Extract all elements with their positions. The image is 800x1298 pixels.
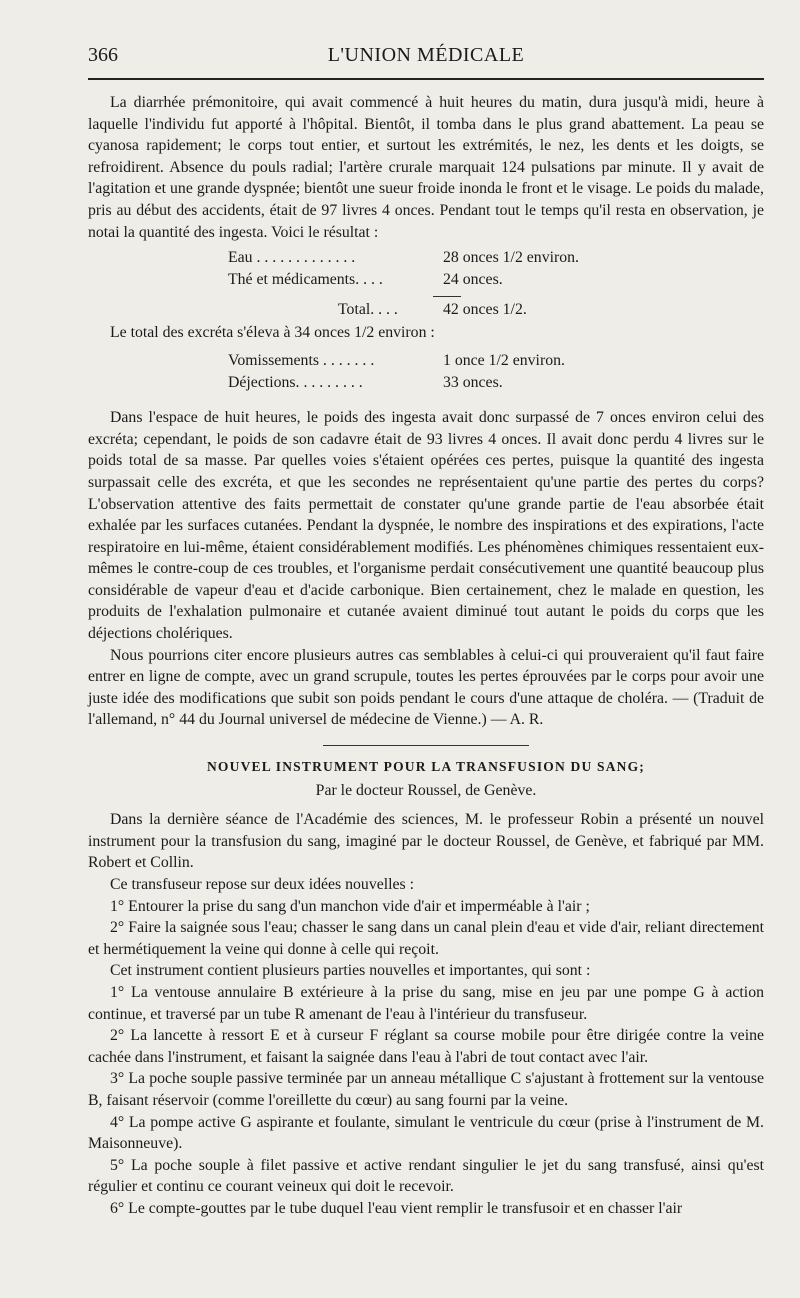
excreta-table — [88, 350, 764, 393]
part-1: 1° La ventouse annulaire B extérieure à la prise du sang, mise en jeu par une pompe G à action continue, et traversé par un tube R amenant de l'eau à l'intérieur du transfuseur. — [88, 983, 764, 1023]
table-row — [88, 269, 764, 291]
ingesta-total-label: Total. . . . — [338, 301, 398, 319]
parts-intro: Cet instrument contient plusieurs parties nouvelles et importantes, qui sont : — [110, 962, 591, 980]
table-total-row — [88, 290, 764, 320]
ingesta-value-tea: 24 onces. — [443, 270, 503, 288]
excreta-value-dejections: 33 onces. — [443, 373, 503, 391]
paragraph-4: Nous pourrions citer encore plusieurs autres cas semblables à celui-ci qui prouveraient qu'il faut faire entrer en ligne de compte, avec un grand scrupule, toutes les pertes éprouvées par le corps pour avoir une juste idée des modifications que subit son poids pendant le cours d'une attaque de choléra. — (Traduit de l'allemand, n° 44 du Journal universel de médecine de Vienne.) — A. R. — [88, 646, 764, 729]
header-rule — [88, 78, 764, 80]
excreta-label-vomit: Vomissements . . . . . . . — [228, 351, 375, 369]
part-2: 2° La lancette à ressort E et à curseur F réglant sa course mobile pour être dirigée contre la veine cachée dans l'instrument, et faisant la saignée dans l'eau à l'abri de tout contact avec l'air. — [88, 1027, 764, 1066]
section-intro: Dans la dernière séance de l'Académie des sciences, M. le professeur Robin a présenté un nouvel instrument pour la transfusion du sang, imaginé par le docteur Roussel, de Genève, et fabriqué par MM. Robert et Collin. — [88, 811, 764, 872]
ingesta-label-tea: Thé et médicaments. . . . — [228, 270, 383, 288]
section-title: NOUVEL INSTRUMENT POUR LA TRANSFUSION DU SANG; — [206, 759, 645, 775]
running-title: L'UNION MÉDICALE — [327, 44, 525, 66]
table-row — [88, 350, 764, 372]
part-5: 5° La poche souple à filet passive et active rendant singulier le jet du sang transfusé, ainsi qu'est régulier et continu ce courant veineux qui doit le recevoir. — [88, 1156, 764, 1196]
section-divider — [323, 745, 529, 746]
page-body — [88, 92, 764, 1220]
part-3: 3° La poche souple passive terminée par un anneau métallique C s'ajustant à frottement sur la ventouse B, faisant réservoir (comme l'oreillette du cœur) au sang fourni par la veine. — [88, 1070, 764, 1109]
part-4: 4° La pompe active G aspirante et foulante, simulant le ventricule du cœur (prise à l'instrument de M. Maisonneuve). — [88, 1113, 764, 1153]
idea-1: 1° Entourer la prise du sang d'un manchon vide d'air et imperméable à l'air ; — [110, 897, 590, 915]
excreta-label-dejections: Déjections. . . . . . . . . — [228, 373, 363, 391]
ingesta-total-value: 42 onces 1/2. — [443, 301, 527, 319]
ingesta-label-water: Eau . . . . . . . . . . . . . — [228, 249, 356, 267]
ingesta-table — [88, 247, 764, 320]
section-byline: Par le docteur Roussel, de Genève. — [315, 781, 537, 799]
paragraph-2: Le total des excréta s'éleva à 34 onces 1/2 environ : — [110, 324, 435, 342]
excreta-value-vomit: 1 once 1/2 environ. — [443, 351, 565, 369]
table-row — [88, 247, 764, 269]
ingesta-value-water: 28 onces 1/2 environ. — [443, 249, 580, 267]
total-rule — [433, 296, 461, 297]
page-header — [88, 42, 764, 72]
ideas-intro: Ce transfuseur repose sur deux idées nouvelles : — [110, 876, 415, 893]
paragraph-1: La diarrhée prémonitoire, qui avait commencé à huit heures du matin, dura jusqu'à midi, heure à laquelle l'individu fut apporté à l'hôpital. Bientôt, il tomba dans le plus grand abattement. La peau se cyanosa rapidement; le corps tout entier, et surtout les extrémités, le nez, les dents et les doigts, se refroidirent. Absence du pouls radial; l'artère crurale marquait 124 pulsations par minute. Il y avait de l'agitation et une grande dyspnée; bientôt une sueur froide inonda le front et le visage. Le poids du malade, pris au début des accidents, était de 97 livres 4 onces. Pendant tout le temps qu'il resta en observation, je notai la quantité des ingesta. Voici le résultat : — [88, 94, 764, 241]
paragraph-3: Dans l'espace de huit heures, le poids des ingesta avait donc surpassé de 7 onces environ celui des excréta; cependant, le poids de son cadavre était de 93 livres 4 onces. Il avait donc perdu 4 livres sur le poids total de sa masse. Par quelles voies s'étaient opérées ces pertes, puisque la quantité des ingesta surpassait celle des excréta, et que les secondes ne représentaient qu'une partie des pertes du corps? L'observation attentive des faits permettait de constater qu'une grande partie de l'eau absorbée était exhalée par les surfaces cutanées. Pendant la dyspnée, le nombre des inspirations et des expirations, l'acte respiratoire en lui-même, étaient considérablement modifiés. Les phénomènes chimiques ressentaient eux-mêmes le contre-coup de ces troubles, et l'organisme perdait consécutivement une quantité beaucoup plus considérable de vapeur d'eau et d'acide carbonique. Bien certainement, chez le malade en question, les produits de l'exhalation pulmonaire et cutanée avaient diminué tout autant le poids du corps que les déjections cholériques. — [88, 409, 764, 643]
idea-2: 2° Faire la saignée sous l'eau; chasser le sang dans un canal plein d'eau et vide d'air, reliant directement et hermétiquement la veine qui donne à celle qui reçoit. — [88, 919, 764, 958]
part-6: 6° Le compte-gouttes par le tube duquel l'eau vient remplir le transfusoir et en chasser l'air — [110, 1199, 683, 1217]
page-number: 366 — [88, 44, 118, 66]
table-row — [88, 372, 764, 394]
